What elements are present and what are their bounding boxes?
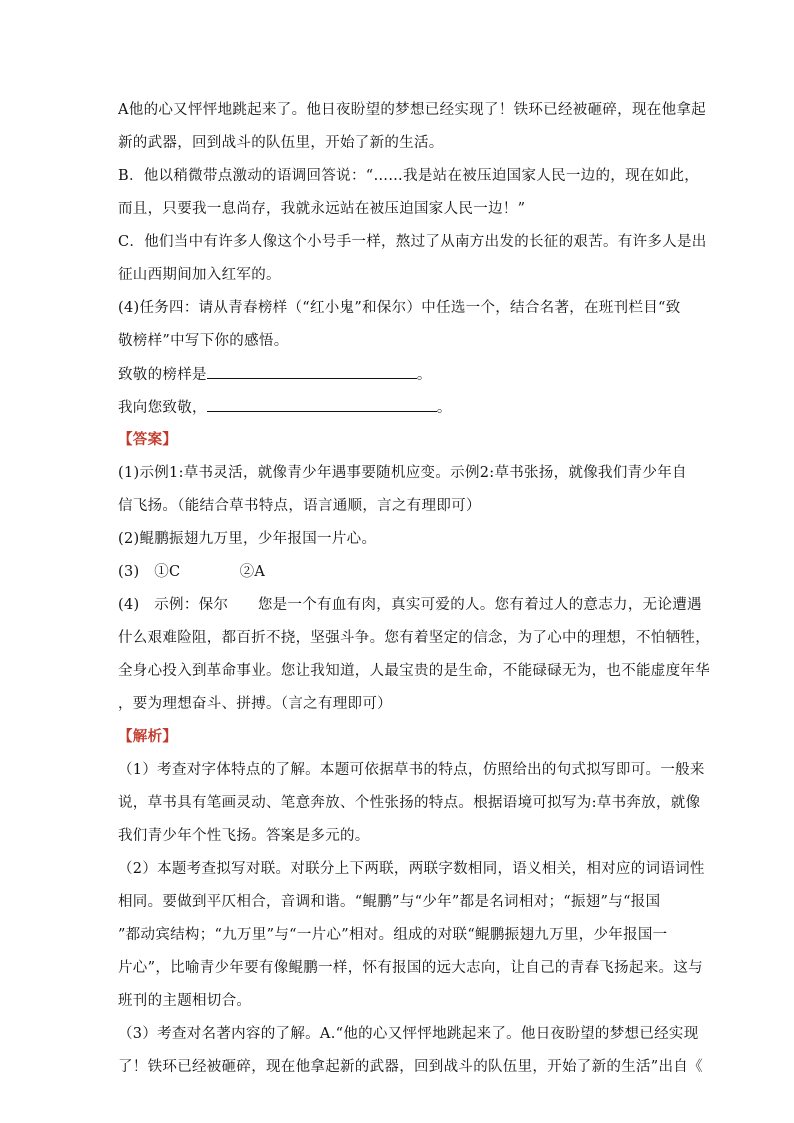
text-line: （3）考查对名著内容的了解。A.“他的心又怦怦地跳起来了。他日夜盼望的梦想已经实现 <box>118 1026 699 1042</box>
text-line: 而且，只要我一息尚存，我就永远站在被压迫国家人民一边！” <box>118 201 526 217</box>
text-line: 什么艰难险阻，都百折不挠，坚强斗争。您有着坚定的信念，为了心中的理想，不怕牺牲， <box>118 630 710 646</box>
text-line: (3) ①C ②A <box>118 564 266 580</box>
answer-blank-line-2 <box>118 397 452 418</box>
text-line: （1）考查对字体特点的了解。本题可依据草书的特点，仿照给出的句式拟写即可。一般来 <box>118 762 705 778</box>
text-line: C．他们当中有许多人像这个小号手一样，熬过了从南方出发的长征的艰苦。有许多人是出 <box>118 234 707 250</box>
text-line: 说，草书具有笔画灵动、笔意奔放、个性张扬的特点。根据语境可拟写为:草书奔放，就像 <box>118 795 701 811</box>
fill-in-blank[interactable] <box>207 364 417 379</box>
fill-in-blank[interactable] <box>207 397 437 412</box>
blank-prompt: 我向您致敬， <box>118 400 207 416</box>
text-line: (1)示例1:草书灵活，就像青少年遇事要随机应变。示例2:草书张扬，就像我们青少年自 <box>118 465 687 481</box>
text-line: 敬榜样”中写下你的感悟。 <box>118 333 289 349</box>
text-line: （2）本题考查拟写对联。对联分上下两联，两联字数相同，语义相关，相对应的词语词性 <box>118 861 705 877</box>
analysis-heading: 【解析】 <box>118 728 178 745</box>
blank-end: 。 <box>436 400 452 416</box>
blank-prompt: 致敬的榜样是 <box>118 367 207 383</box>
text-line: ，要为理想奋斗、拼搏。（言之有理即可） <box>118 696 392 712</box>
answer-heading: 【答案】 <box>118 431 178 448</box>
answer-blank-line-1 <box>118 364 432 385</box>
text-line: A他的心又怦怦地跳起来了。他日夜盼望的梦想已经实现了！铁环已经被砸碎，现在他拿起 <box>118 102 706 118</box>
text-line: 我们青少年个性飞扬。答案是多元的。 <box>118 828 370 844</box>
blank-end: 。 <box>416 367 432 383</box>
text-line: 了！铁环已经被砸碎，现在他拿起新的武器，回到战斗的队伍里，开始了新的生活”出自《 <box>118 1059 703 1075</box>
text-line: B．他以稍微带点激动的语调回答说：“……我是站在被压迫国家人民一边的，现在如此， <box>118 168 700 184</box>
text-line: (2)鲲鹏振翅九万里，少年报国一片心。 <box>118 531 377 547</box>
text-line: (4)任务四：请从青春榜样（“红小鬼”和保尔）中任选一个，结合名著，在班刊栏目“致 <box>118 300 681 316</box>
text-line: 新的武器，回到战斗的队伍里，开始了新的生活。 <box>118 135 444 151</box>
text-line: ”都动宾结构；“九万里”与“一片心”相对。组成的对联“鲲鹏振翅九万里，少年报国一 <box>118 927 668 943</box>
text-line: (4) 示例：保尔 您是一个有血有肉，真实可爱的人。您有着过人的意志力，无论遭遇 <box>118 597 702 613</box>
text-line: 征山西期间加入红军的。 <box>118 267 281 283</box>
text-line: 班刊的主题相切合。 <box>118 993 252 1009</box>
text-line: 相同。要做到平仄相合，音调和谐。“鲲鹏”与“少年”都是名词相对；“振翅”与“报国 <box>118 894 661 910</box>
text-line: 信飞扬。（能结合草书特点，语言通顺，言之有理即可） <box>118 498 481 514</box>
text-line: 全身心投入到革命事业。您让我知道，人最宝贵的是生命，不能碌碌无为，也不能虚度年华 <box>118 663 710 679</box>
text-line: 片心”，比喻青少年要有像鲲鹏一样，怀有报国的远大志向，让自己的青春飞扬起来。这与 <box>118 960 703 976</box>
